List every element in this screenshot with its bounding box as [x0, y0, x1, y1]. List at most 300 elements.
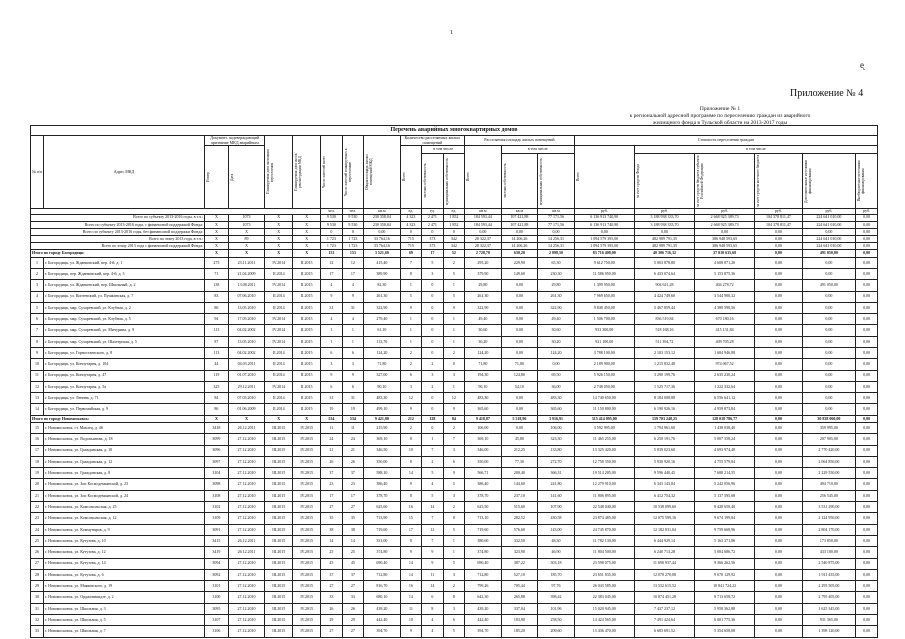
table-cell: 974 067,52 — [695, 359, 755, 370]
table-cell: III.2015 — [265, 479, 293, 490]
table-cell: 11 782 130,00 — [574, 535, 634, 546]
table-cell: 2 770 420,00 — [802, 445, 856, 456]
table-cell: 1 911 435,00 — [802, 569, 856, 580]
table-cell: 0,00 — [856, 547, 878, 558]
table-cell: 5 354 658,08 — [695, 626, 755, 637]
table-cell: 30 838 060,00 — [802, 415, 856, 422]
col-residents-move: Число жителей планируемых к переселению — [342, 136, 363, 209]
table-cell: 113,70 — [364, 336, 401, 347]
table-cell: 642,30 — [465, 592, 502, 603]
table-cell: III.2015 — [265, 626, 293, 637]
table-cell: II.2015 — [293, 348, 321, 359]
table-cell: 27.12.2010 — [228, 626, 265, 637]
col-cost-region: за счет средств бюджета субъекта Российской Федерации — [695, 154, 755, 209]
table-cell: 0,00 — [755, 257, 802, 268]
table-cell: 5 163 371,86 — [695, 535, 755, 546]
table-cell: 0,00 — [634, 228, 694, 235]
table-cell: X — [265, 415, 293, 422]
table-cell: 83 — [205, 291, 229, 302]
table-cell: X — [228, 250, 265, 257]
table-cell: 1 794 961,60 — [634, 422, 694, 433]
table-cell: 27.12.2010 — [228, 603, 265, 614]
table-cell: 17 — [342, 268, 363, 279]
table-cell: 799,26 — [465, 581, 502, 592]
table-cell: III.2015 — [265, 490, 293, 501]
table-cell: 0,00 — [755, 250, 802, 257]
table-cell: 323,90 — [501, 547, 538, 558]
table-cell: 2 635 230,24 — [695, 370, 755, 381]
table-cell: 6 — [31, 314, 44, 325]
table-cell: 22 548 040,00 — [574, 502, 634, 513]
table-cell: 14 206,26 — [501, 236, 538, 243]
table-cell: 97,76 — [538, 581, 575, 592]
table-cell: II.2014 — [265, 393, 293, 404]
table-cell: 0 — [422, 228, 443, 235]
table-cell: 0,00 — [856, 359, 878, 370]
table-cell: 1073 — [228, 221, 265, 228]
table-cell: 625,50 — [465, 502, 502, 513]
table-cell: 322,90 — [465, 302, 502, 313]
table-cell: 0,00 — [755, 603, 802, 614]
table-cell: 1 723 — [321, 236, 342, 243]
table-cell: II.2015 — [293, 404, 321, 415]
table-cell: Всего по этапу 2013 года с финансовой поддержкой Фонда: — [31, 243, 205, 250]
table-cell: 0 — [400, 228, 421, 235]
table-cell: 9 — [321, 291, 342, 302]
table-cell: 0,00 — [856, 325, 878, 336]
table-cell: 0,00 — [755, 415, 802, 422]
table-cell: 346,50 — [364, 445, 401, 456]
table-cell: 2 — [400, 422, 421, 433]
page-number: 1 — [450, 30, 453, 36]
col-cost-group: Стоимость переселения граждан — [574, 136, 877, 146]
table-cell: 23.11.2011 — [228, 257, 265, 268]
table-cell: II.2015 — [293, 268, 321, 279]
table-cell: 0,00 — [856, 558, 878, 569]
table-cell: 3 188 938 333,70 — [634, 214, 694, 221]
table-cell: X — [293, 214, 321, 221]
table-cell: 415,40 — [364, 257, 401, 268]
table-cell: 8 — [422, 603, 443, 614]
table-cell: 35 — [342, 513, 363, 524]
table-cell: X — [265, 250, 293, 257]
table-cell: III.2015 — [265, 592, 293, 603]
table-cell: 184 593,44 — [465, 214, 502, 221]
table-cell: 0,00 — [755, 280, 802, 291]
table-cell: 2 668 925 389,73 — [695, 214, 755, 221]
table-cell: X — [205, 221, 229, 228]
table-cell: 0 — [342, 228, 363, 235]
table-cell: 2 748 050,00 — [574, 381, 634, 392]
table-cell: 404 278,72 — [695, 280, 755, 291]
table-cell: 45 — [342, 558, 363, 569]
table-cell: 433 100,00 — [802, 547, 856, 558]
table-cell: IV.2015 — [293, 547, 321, 558]
table-cell: 31 — [342, 393, 363, 404]
table-cell: IV.2014 — [265, 381, 293, 392]
table-cell: 690,40 — [465, 558, 502, 569]
table-row — [31, 381, 878, 392]
table-cell: 0,00 — [755, 325, 802, 336]
table-cell: 0,00 — [856, 445, 878, 456]
table-row — [31, 592, 878, 603]
table-cell: 3 — [31, 280, 44, 291]
table-cell: 9 674 199,84 — [695, 513, 755, 524]
table-cell: 6 240 713,28 — [634, 547, 694, 558]
table-cell: II.2014 — [265, 268, 293, 279]
table-row — [31, 257, 878, 268]
col-plan-demolish: Планируемая дата сноса/ реконструкции МКД — [293, 136, 321, 209]
table-cell: 7 — [422, 535, 443, 546]
table-cell: 279,40 — [364, 314, 401, 325]
table-cell: 71,80 — [501, 359, 538, 370]
table-cell: 19 — [321, 404, 342, 415]
table-cell: 0,00 — [856, 228, 878, 235]
table-cell: 184 593,44 — [465, 221, 502, 228]
table-cell: II.2015 — [293, 359, 321, 370]
table-cell: IV.2015 — [293, 513, 321, 524]
table-cell: 0,00 — [755, 535, 802, 546]
table-row — [31, 302, 878, 313]
table-cell: 439,20 — [465, 603, 502, 614]
table-cell: 26 — [31, 547, 44, 558]
unit-cell: чел. — [321, 209, 342, 215]
table-cell: 680,10 — [364, 592, 401, 603]
table-cell: X — [205, 243, 229, 250]
table-cell: 272,70 — [538, 456, 575, 467]
table-cell: 14 424 565,00 — [574, 615, 634, 626]
table-cell: 0,00 — [856, 268, 878, 279]
table-cell: 482 989 791,35 — [634, 236, 694, 243]
table-cell: 2 — [400, 359, 421, 370]
table-cell: 29 — [321, 615, 342, 626]
table-cell: 185,70 — [538, 569, 575, 580]
table-cell: 07.05.2010 — [228, 393, 265, 404]
table-cell: 0,00 — [501, 228, 538, 235]
table-cell: 275 — [205, 257, 229, 268]
table-cell: 630,20 — [501, 250, 538, 257]
table-cell: 207 905,00 — [802, 434, 856, 445]
table-cell: 5 — [443, 626, 464, 637]
table-cell: 5 137 595,68 — [695, 490, 755, 501]
col-cost-fund: за счет средств Фонда — [634, 154, 694, 209]
table-row — [31, 603, 878, 614]
table-cell: 237,10 — [501, 490, 538, 501]
table-cell: 442,40 — [465, 615, 502, 626]
table-cell: Всего по этапу 2013 года, в т.ч.: — [31, 236, 205, 243]
table-row — [31, 404, 878, 415]
table-cell: 33 764,16 — [364, 243, 401, 250]
table-cell: 11 586 950,00 — [574, 268, 634, 279]
table-cell: г. Новомосковск, ул. Маяковского, д. 19 — [43, 581, 204, 592]
table-cell: 2 540 875,00 — [802, 558, 856, 569]
table-cell: IV.2015 — [293, 592, 321, 603]
table-cell: 24 745 870,00 — [574, 524, 634, 535]
table-cell: 38 — [321, 524, 342, 535]
table-cell: 3 916,91 — [538, 415, 575, 422]
table-cell: 30,60 — [465, 325, 502, 336]
table-cell: 8 428 650,40 — [695, 502, 755, 513]
col-area-total: Всего — [465, 146, 502, 209]
table-cell: X — [293, 236, 321, 243]
table-cell: 37 — [321, 569, 342, 580]
table-cell: 9 — [422, 558, 443, 569]
table-cell: 2 668 925 389,73 — [695, 221, 755, 228]
table-cell: 71 — [205, 268, 229, 279]
table-cell: 12 — [31, 381, 44, 392]
table-cell: г. Богородицк, ул. Конпутарня, д. 47 — [43, 370, 204, 381]
table-cell: 5 — [31, 302, 44, 313]
table-cell: 28 322,37 — [465, 243, 502, 250]
table-cell: III.2015 — [265, 581, 293, 592]
table-cell: 0,00 — [856, 314, 878, 325]
table-cell: 0,00 — [856, 280, 878, 291]
table-cell: 0,00 — [755, 456, 802, 467]
table-cell: 1 — [422, 434, 443, 445]
table-cell: 173 850,00 — [802, 535, 856, 546]
col-area-municipal: муниципальная собственность — [538, 154, 575, 209]
table-cell: 9 — [443, 404, 464, 415]
subtitle — [565, 106, 875, 127]
table-cell: 4 — [31, 291, 44, 302]
table-cell: 0,00 — [856, 524, 878, 535]
table-cell: г. Новомосковск, ул. Кутузова, д. 6 — [43, 569, 204, 580]
table-cell: 14 740 650,00 — [574, 393, 634, 404]
table-cell: 712,80 — [465, 569, 502, 580]
summary-row — [31, 236, 878, 243]
table-row — [31, 370, 878, 381]
col-cost-incl: в том числе — [634, 146, 877, 154]
table-cell: 366,31 — [538, 468, 575, 479]
table-cell: 224 641 010,00 — [802, 236, 856, 243]
table-cell: 30,20 — [538, 336, 575, 347]
table-cell: 9 — [321, 370, 342, 381]
table-cell: 3098 — [205, 479, 229, 490]
table-cell: 0,00 — [856, 569, 878, 580]
table-cell: 9 366 262,56 — [695, 558, 755, 569]
table-cell: III.2015 — [265, 524, 293, 535]
table-cell: 6 — [321, 348, 342, 359]
table-cell: 3100 — [205, 592, 229, 603]
table-cell: 0,00 — [856, 502, 878, 513]
table-cell: 5 — [422, 257, 443, 268]
table-cell: 3102 — [205, 502, 229, 513]
table-cell: 1 438 038,40 — [695, 422, 755, 433]
table-cell: 3 — [422, 370, 443, 381]
table-cell: 0,00 — [755, 314, 802, 325]
table-cell: 4 — [422, 479, 443, 490]
table-cell: 14 — [342, 535, 363, 546]
table-cell: 27.12.2010 — [228, 490, 265, 501]
table-row — [31, 468, 878, 479]
table-cell: 4 — [342, 314, 363, 325]
col-rooms-total: Всего — [400, 146, 421, 209]
table-cell: 0,00 — [856, 221, 878, 228]
table-cell: 261,30 — [538, 291, 575, 302]
table-cell: 23 874 485,00 — [574, 513, 634, 524]
table-cell: 153 — [321, 250, 342, 257]
table-cell: 9 530 — [342, 214, 363, 221]
table-cell: 37 — [321, 468, 342, 479]
table-cell: 379,90 — [465, 268, 502, 279]
table-cell: 13 — [31, 393, 44, 404]
table-cell: 2 098,50 — [538, 250, 575, 257]
table-cell: г. Богородицк, мкр. Сухаревский, ул. Мичурина, д. 9 — [43, 325, 204, 336]
table-cell: 0,00 — [755, 404, 802, 415]
table-cell: 342 — [443, 243, 464, 250]
table-cell: 0,00 — [755, 513, 802, 524]
col-doc-group: Документ, подтверждающий признание МКД аварийным — [205, 136, 265, 146]
table-cell: 2 — [443, 348, 464, 359]
table-row — [31, 513, 878, 524]
col-rooms-municipal: муниципальная собственность — [443, 154, 464, 209]
table-cell: 0,00 — [755, 236, 802, 243]
table-cell: 26 043 585,00 — [574, 581, 634, 592]
table-cell: 46,90 — [538, 547, 575, 558]
table-cell: 12 075 599,16 — [634, 513, 694, 524]
table-cell: 3 — [400, 381, 421, 392]
table-cell: 258,50 — [538, 615, 575, 626]
table-cell: г. Новомосковск, ул. Водопьянова, д. 18 — [43, 434, 204, 445]
table-cell: 5 007 358,24 — [695, 434, 755, 445]
unit-cell: кв.м — [364, 209, 401, 215]
table-cell: 690,40 — [364, 558, 401, 569]
unit-cell: руб. — [802, 209, 856, 215]
table-cell: 483,30 — [538, 393, 575, 404]
table-cell: 0,00 — [802, 381, 856, 392]
unit-cell: кв.м — [501, 209, 538, 215]
table-cell: 442,40 — [364, 615, 401, 626]
table-cell: 31 — [321, 393, 342, 404]
table-cell: III.2015 — [265, 502, 293, 513]
table-cell: 705,44 — [501, 581, 538, 592]
table-cell: 14 256,31 — [538, 236, 575, 243]
table-cell: 2 — [443, 502, 464, 513]
table-cell: II.2015 — [293, 336, 321, 347]
table-cell: 0,00 — [755, 581, 802, 592]
table-cell: 241,80 — [538, 479, 575, 490]
table-cell: 491 050,00 — [802, 280, 856, 291]
table-cell: 482 989 791,35 — [634, 243, 694, 250]
table-cell: 8 — [400, 434, 421, 445]
table-cell: 1 — [400, 280, 421, 291]
table-cell: II.2014 — [265, 404, 293, 415]
table-cell: 30,60 — [538, 325, 575, 336]
table-cell: 0,00 — [856, 626, 878, 637]
table-cell: 0,00 — [856, 381, 878, 392]
table-cell: 0,00 — [501, 325, 538, 336]
table-cell: 1 — [443, 535, 464, 546]
table-cell: X — [205, 228, 229, 235]
table-cell: 212,25 — [501, 445, 538, 456]
summary-row — [31, 250, 878, 257]
table-cell: 0,00 — [755, 502, 802, 513]
table-cell: 3101 — [205, 581, 229, 592]
table-cell: 9 670 129,92 — [695, 569, 755, 580]
table-cell: 90,10 — [364, 381, 401, 392]
table-cell: Всего по субъекту 2013-2016 годы, с финансовой поддержкой Фонда: — [31, 221, 205, 228]
table-cell: 373 — [422, 243, 443, 250]
table-cell: 4 755 579,84 — [695, 456, 755, 467]
table-cell: 11 — [422, 569, 443, 580]
table-cell: 13.05.2010 — [228, 302, 265, 313]
table-cell: 12 — [443, 393, 464, 404]
table-cell: 18 — [31, 456, 44, 467]
table-cell: 359 995,00 — [802, 422, 856, 433]
table-cell: 5 926 150,00 — [574, 370, 634, 381]
table-cell: 0,00 — [538, 228, 575, 235]
table-cell: X — [205, 250, 229, 257]
table-cell: 0,00 — [755, 291, 802, 302]
table-cell: 386,40 — [364, 479, 401, 490]
table-cell: 17 — [422, 250, 443, 257]
table-cell: 9 530 — [342, 221, 363, 228]
table-row — [31, 502, 878, 513]
table-cell: 1 525 717,36 — [634, 381, 694, 392]
table-cell: 124,80 — [501, 370, 538, 381]
table-cell: 386,40 — [465, 479, 502, 490]
table-cell: 27 — [342, 626, 363, 637]
table-cell: 23 — [342, 479, 363, 490]
table-cell: 3 — [443, 603, 464, 614]
table-cell: 1 094 579 395,00 — [574, 243, 634, 250]
table-cell: 0,00 — [755, 490, 802, 501]
table-cell: 25 — [321, 547, 342, 558]
table-cell: X — [265, 221, 293, 228]
table-cell: 0,00 — [501, 422, 538, 433]
table-cell: 107,90 — [538, 502, 575, 513]
table-cell: 19 — [31, 468, 44, 479]
table-cell: 3109 — [205, 513, 229, 524]
table-cell: 17 — [400, 524, 421, 535]
table-cell: г. Богородицк, ул. Коптевский, ул. Пушкинская, д. 7 — [43, 291, 204, 302]
table-cell: 27 — [321, 626, 342, 637]
table-cell: 3 290 199,76 — [634, 370, 694, 381]
table-cell: 0 — [422, 336, 443, 347]
table-cell: 0,00 — [755, 348, 802, 359]
table-cell: 6 343 143,84 — [634, 479, 694, 490]
table-cell: IV.2015 — [293, 581, 321, 592]
table-cell: IV.2015 — [293, 535, 321, 546]
table-cell: 10 — [400, 615, 421, 626]
table-cell: г. Новомосковск, ул. Гражданская, д. 10 — [43, 445, 204, 456]
table-cell: 0,00 — [802, 257, 856, 268]
table-cell: г. Богородицк, ул. Горностаевского, д. 8 — [43, 348, 204, 359]
table-cell: 124,20 — [538, 348, 575, 359]
table-cell: 5 — [443, 479, 464, 490]
table-cell: 49,40 — [538, 314, 575, 325]
table-cell: 11 806 895,00 — [574, 490, 634, 501]
table-cell: 6 — [342, 348, 363, 359]
table-cell: 2 — [31, 268, 44, 279]
table-cell: 0,00 — [856, 592, 878, 603]
table-cell: 229,90 — [501, 257, 538, 268]
col-doc-num: Номер — [205, 146, 229, 209]
table-cell: 295,20 — [465, 257, 502, 268]
table-cell: 0,00 — [755, 422, 802, 433]
table-cell: 350,00 — [364, 456, 401, 467]
col-cost-extra: Дополнительные источники финансирования — [802, 154, 856, 209]
table-cell: 1 — [443, 325, 464, 336]
table-cell: 33 — [31, 626, 44, 637]
table-cell: 1 094 579 395,00 — [574, 236, 634, 243]
table-cell: 0,00 — [501, 348, 538, 359]
table-cell: 6 190 926,16 — [634, 404, 694, 415]
table-cell: 9 — [342, 291, 363, 302]
unit-cell: ед. — [422, 209, 443, 215]
table-cell: 16 — [400, 581, 421, 592]
table-cell: 0,00 — [755, 302, 802, 313]
